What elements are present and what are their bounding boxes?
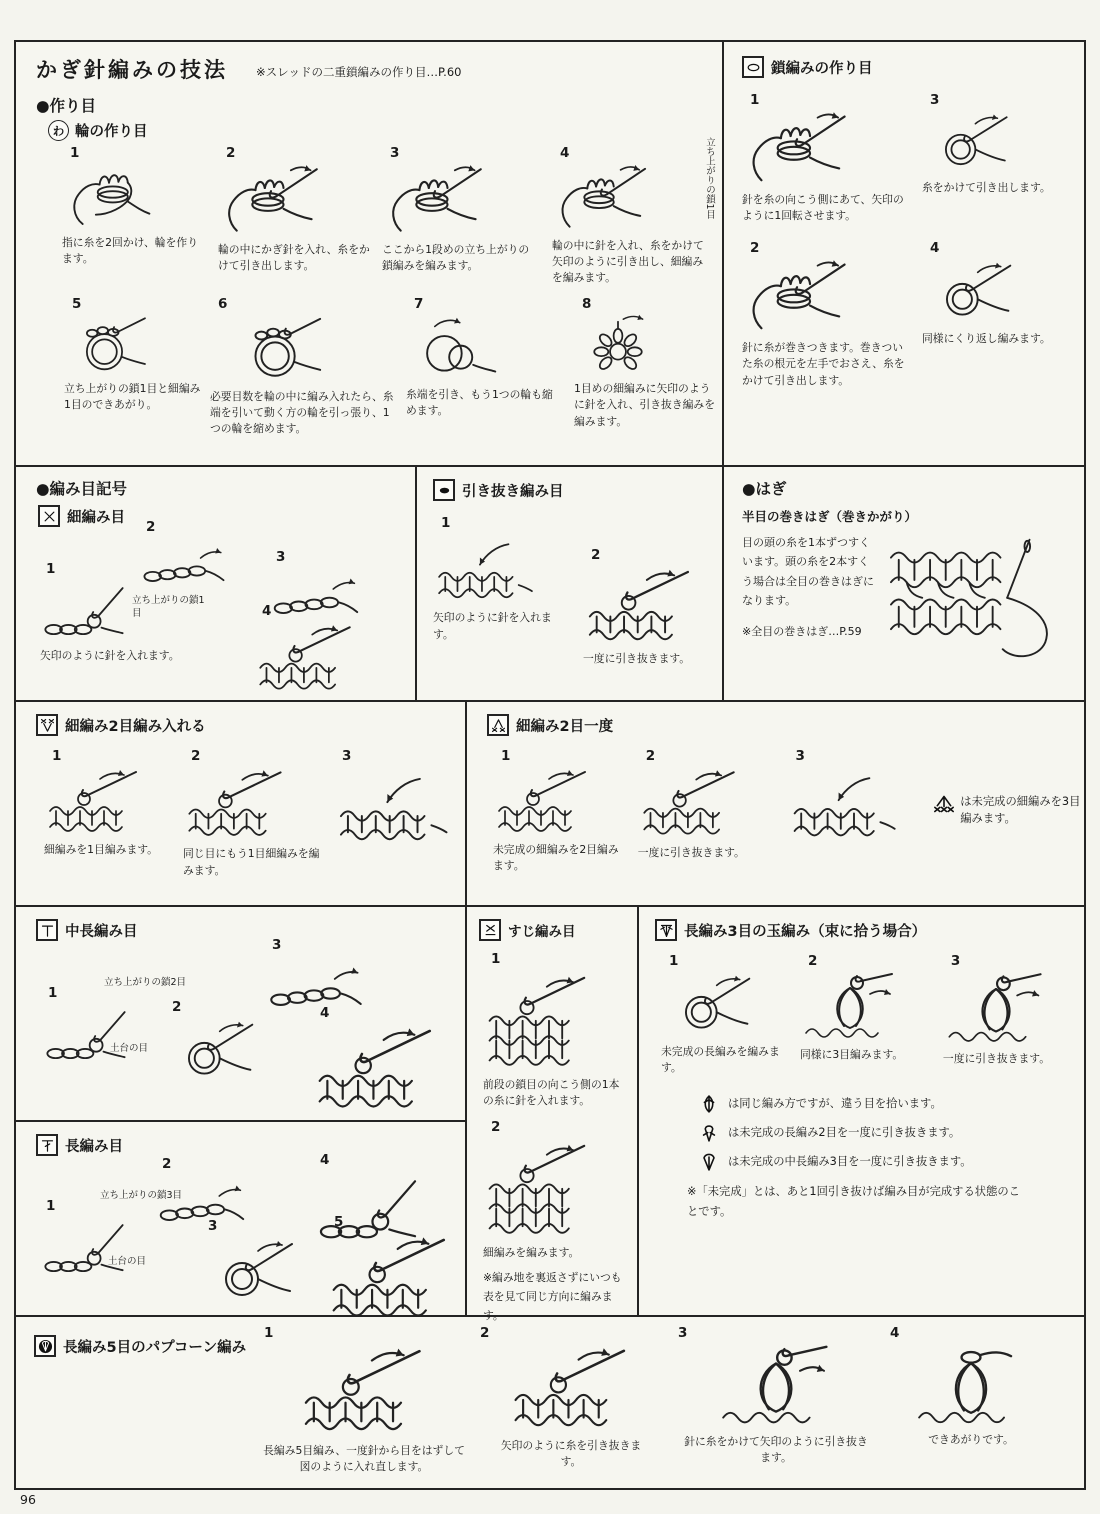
step-number: 4 [320,1005,330,1021]
step-caption: 前段の鎖目の向こう側の1本の糸に針を入れます。 [483,1077,620,1107]
step [788,748,933,874]
bobble-notes [699,1094,1078,1172]
base-annotation: 土台の目 [110,1043,149,1054]
wa-circle-badge: わ [48,120,69,141]
chain-steps-grid [742,92,1074,389]
ridge-stitch-title: すじ編み目 [508,924,576,940]
step-illustration [493,765,593,839]
step-caption: 未完成の細編みを2目編みます。 [493,843,619,873]
step-number: 2 [808,953,818,969]
sc2-increase-panel [16,702,465,905]
step [40,985,132,1070]
step-illustration [638,765,742,842]
step-number: 2 [750,240,760,257]
step-number: 1 [52,748,62,764]
chain-annotation: 立ち上がりの鎖3目 [100,1190,183,1201]
step [583,547,705,668]
step-caption: 細編みを1目編みます。 [44,843,158,856]
step [472,1325,670,1475]
step-caption: 矢印のように針を入れます。 [433,611,552,641]
step-number: 3 [208,1218,218,1234]
step-caption: ここから1段めの立ち上がりの鎖編みを編みます。 [382,242,530,273]
step-caption: 糸端を引き、もう1つの輪も縮めます。 [406,388,553,418]
popcorn-symbol-icon [34,1335,56,1357]
step-illustration [742,257,850,337]
step-illustration [334,765,450,851]
page-title-note: ※スレッドの二重鎖編みの作り目…P.60 [256,65,462,79]
bobble-header [655,919,1078,941]
step-illustration [922,257,1018,328]
popcorn-header [34,1335,246,1357]
step-illustration [40,1002,132,1070]
step-number: 1 [46,1198,56,1214]
double-crochet-symbol-icon [36,1134,58,1156]
step-number: 1 [491,951,501,967]
step-illustration [38,578,130,646]
sc2-increase-title: 細編み2目編み入れる [65,718,206,735]
ridge-stitch-header [479,919,629,941]
single-crochet-symbol-icon [38,505,60,527]
step-caption: 糸をかけて引き出します。 [922,181,1051,195]
step-illustration [164,1016,260,1087]
step-illustration [661,970,757,1041]
step-illustration [138,536,230,604]
step-caption: 一度に引き抜きます。 [637,845,745,859]
double-crochet-title: 長編み目 [65,1138,123,1155]
ridge-stitch-symbol-icon [479,919,501,941]
bobble-symbol-icon [655,919,677,941]
double-crochet-panel [16,1122,465,1315]
step-illustration [922,109,1014,177]
section-sc-increase-decrease [16,702,1084,907]
sc2-increase-header [36,714,465,736]
step-number: 2 [172,999,182,1015]
step-illustration [742,109,850,189]
chain-cast-on-panel [722,42,1084,465]
step-caption: できあがりです。 [928,1433,1014,1447]
hagi-panel [722,467,1084,700]
single-crochet-steps [36,519,415,679]
single-crochet-title: 細編み目 [67,509,125,526]
step-illustration [912,1342,1030,1429]
sc3-together-note [934,794,1084,828]
base-annotation: 土台の目 [108,1256,147,1267]
step-illustration [943,970,1049,1048]
step-caption: 未完成の長編みを編みます。 [661,1045,780,1075]
note-line [699,1152,1078,1172]
step-illustration [200,1235,300,1309]
chain-cast-on-title: 鎖編みの作り目 [771,60,873,77]
step [670,1325,882,1475]
step-number: 1 [441,515,451,531]
step-number: 1 [501,748,511,764]
step [574,296,720,437]
ridge-note: ※編み地を裏返さずにいつも表を見て同じ方向に編みます。 [483,1270,622,1322]
title-row [36,54,722,84]
step-number: 4 [560,145,570,161]
step-caption: 矢印のように針を入れます。 [40,649,180,662]
step-number: 3 [678,1325,688,1341]
note-text: は未完成の中長編み3目を一度に引き抜きます。 [728,1154,972,1168]
step [661,953,800,1076]
slip-stitch-header [433,479,712,501]
step-illustration [298,1342,430,1440]
step [38,561,130,646]
step-illustration [382,162,486,239]
step [183,748,334,879]
step-number: 4 [930,240,940,257]
slip-stitch-title: 引き抜き編み目 [462,483,564,500]
step-illustration [230,313,328,386]
step-illustration [483,968,593,1074]
step-number: 2 [591,547,601,563]
step-caption: 針を糸の向こう側にあて、矢印のように1回転させます。 [742,192,904,223]
half-double-header [36,919,465,941]
page-number: 96 [20,1492,36,1507]
page-frame [14,40,1086,1490]
sc2-together-symbol-icon [487,714,509,736]
step [256,1325,472,1475]
step-illustration [44,765,144,839]
step-number: 1 [48,985,58,1001]
step-number: 1 [264,1325,274,1341]
step [164,999,260,1087]
sc2-together-panel [465,702,1084,905]
step-number: 1 [750,92,760,108]
step-number: 3 [272,937,282,953]
sc2-increase-symbol-icon [36,714,58,736]
step [922,240,1078,388]
step-caption: 立ち上がりの鎖1目と細編み1目のできあがり。 [64,382,201,412]
step-number: 3 [950,953,961,969]
section-stitch-symbols [16,467,1084,702]
step [742,92,918,224]
step [64,296,210,437]
step [218,145,382,286]
hagi-subtitle: 半目の巻きはぎ（巻きかがり） [742,509,918,524]
step-caption: 同様にくり返し編みます。 [922,332,1051,346]
step [312,1005,440,1117]
slip-stitch-symbol-icon [433,479,455,501]
hagi-note: ※全目の巻きはぎ…P.59 [742,625,862,638]
step-number: 2 [146,519,156,535]
step-illustration [433,532,535,607]
step [943,953,1078,1076]
step-number: 3 [390,145,400,161]
step-illustration [38,1215,130,1283]
step [138,519,230,604]
step-annotation: 立ち上がりの鎖1目 [704,137,715,220]
step [882,1325,1060,1475]
sc2-together-title: 細編み2目一度 [516,718,614,735]
bobble-footnote: ※「未完成」とは、あと1回引き抜けば編み目が完成する状態のことです。 [687,1185,1020,1219]
step-number: 3 [276,549,286,565]
double-crochet-steps [36,1152,465,1306]
stitch-symbols-heading: ●編み目記号 [36,480,128,498]
page-title: かぎ針編みの技法 [36,58,228,82]
step-number: 2 [162,1156,172,1172]
step-illustration [406,313,502,384]
step-number: 2 [491,1118,501,1135]
step-caption: 1目めの細編みに矢印のように針を入れ、引き抜き編みを編みます。 [574,382,716,428]
step [210,296,406,437]
step [493,748,638,874]
slip-stitch-steps [433,501,712,671]
step-number: 4 [320,1152,330,1168]
hagi-body: 目の頭の糸を1本ずつすくいます。頭の糸を2本すくう場合は全目の巻きはぎになります。 [742,536,874,607]
step-illustration [62,162,156,232]
step-caption: 一度に引き抜きます。 [583,652,691,666]
step-illustration [218,162,322,239]
bobble-title: 長編み3目の玉編み（束に拾う場合） [684,923,927,940]
step [326,1214,454,1326]
step [742,240,918,388]
step-illustration [788,765,898,846]
sc3-together-symbol-icon [934,794,954,814]
step-illustration [552,162,650,235]
step-number: 1 [46,561,56,577]
sc2-together-steps [493,748,1084,874]
step-number: 1 [70,145,80,161]
step [483,1119,629,1261]
step-number: 3 [795,748,805,764]
step-caption: 一度に引き抜きます。 [942,1052,1051,1066]
step-illustration [183,765,289,843]
hagi-content [742,533,1074,667]
step-caption: 針に糸をかけて矢印のように引き抜きます。 [684,1434,868,1464]
step-caption: 同様に3目編みます。 [800,1048,904,1061]
step-number: 1 [669,953,679,969]
note-line [699,1123,1078,1143]
step-caption: 輪の中にかぎ針を入れ、糸をかけて引き出します。 [218,242,370,273]
single-crochet-panel [16,467,415,700]
step-number: 3 [341,748,352,764]
chain-cast-on-header [742,56,1074,78]
step-illustration [583,564,697,648]
step [922,92,1078,224]
step-number: 5 [334,1214,344,1230]
step-caption: 矢印のように糸を引き抜きます。 [500,1439,642,1469]
step-caption: 針に糸が巻きつきます。巻きついた糸の根元を左手でおさえ、糸をかけて引き出します。 [742,341,905,387]
sc2-together-header [487,714,1084,736]
step [638,748,788,874]
section-tall-stitches [16,907,1084,1322]
dc2-together-symbol-icon [699,1123,719,1143]
hdc3-together-symbol-icon [699,1152,719,1172]
step [254,603,358,697]
step-number: 2 [191,748,201,764]
hagi-illustration [882,533,1072,667]
ring-cast-on-title: 輪の作り目 [75,124,148,140]
step-number: 2 [226,145,236,161]
ring-steps-row-2 [64,296,722,437]
ring-cast-on-panel [16,42,722,465]
step [800,953,943,1076]
step-caption: 長編み5目編み、一度針から目をはずして図のように入れ直します。 [263,1443,465,1473]
hagi-heading: ●はぎ [742,480,787,498]
note-text: は同じ編み方ですが、違う目を拾います。 [728,1096,942,1110]
step [433,515,565,643]
step-number: 4 [890,1325,900,1341]
note-text: は未完成の長編み2目を一度に引き抜きます。 [728,1125,961,1139]
bobble-panel [637,907,1084,1315]
step [406,296,574,437]
sc2-increase-steps [44,748,465,879]
step-number: 8 [582,296,592,313]
chain-annotation: 立ち上がりの鎖1目 [132,595,205,619]
half-double-steps [36,937,465,1106]
ridge-stitch-panel [465,907,637,1322]
tall-stitch-column [16,907,465,1315]
step-illustration [312,1022,440,1117]
half-double-symbol-icon [36,919,58,941]
sc3-together-note-text: は未完成の細編みを3目編みます。 [960,795,1081,826]
half-double-panel [16,907,465,1122]
step-number: 5 [72,296,82,313]
note-line [699,1094,1078,1114]
cast-on-heading: ●作り目 [36,97,97,115]
step [483,951,629,1109]
step [382,145,552,286]
bobble-steps [661,953,1078,1076]
step-caption: 指に糸を2回かけ、輪を作ります。 [62,235,198,265]
step-number: 3 [930,92,940,108]
chain-annotation: 立ち上がりの鎖2目 [104,977,187,988]
step [38,1198,130,1283]
chain-stitch-symbol-icon [742,56,764,78]
step-illustration [254,620,358,697]
slip-stitch-panel [415,467,722,700]
step-number: 4 [262,603,272,619]
step [44,748,183,879]
step-illustration [64,313,152,378]
step [62,145,218,286]
step-number: 2 [645,748,656,764]
step-illustration [508,1342,634,1435]
step-illustration [326,1231,454,1326]
step-caption: 同じ目にもう1目細編みを編みます。 [183,847,320,877]
step-illustration [483,1136,593,1242]
step-illustration [800,970,900,1044]
ring-steps-row-1 [62,137,722,286]
step-number: 6 [218,296,228,313]
step-caption: 輪の中に針を入れ、糸をかけて矢印のように引き出し、細編みを編みます。 [552,238,704,284]
step [334,748,465,879]
ring-cast-on-header [48,120,722,141]
bobble-closed-symbol-icon [699,1094,719,1114]
step-number: 7 [414,296,424,313]
section-cast-on [16,42,1084,467]
step [552,137,720,286]
step [200,1218,300,1309]
step-caption: 必要目数を輪の中に編み入れたら、糸端を引いて動く方の輪を引っ張り、1つの輪を縮めます。 [210,389,394,435]
popcorn-title: 長編み5目のパプコーン編み [63,1339,247,1356]
step-illustration [716,1342,836,1431]
section-popcorn [16,1317,1084,1487]
step-number: 2 [480,1325,490,1341]
half-double-title: 中長編み目 [65,923,138,940]
popcorn-steps [256,1325,1060,1475]
step-illustration [574,313,662,378]
step-caption: 細編みを編みます。 [483,1245,580,1259]
